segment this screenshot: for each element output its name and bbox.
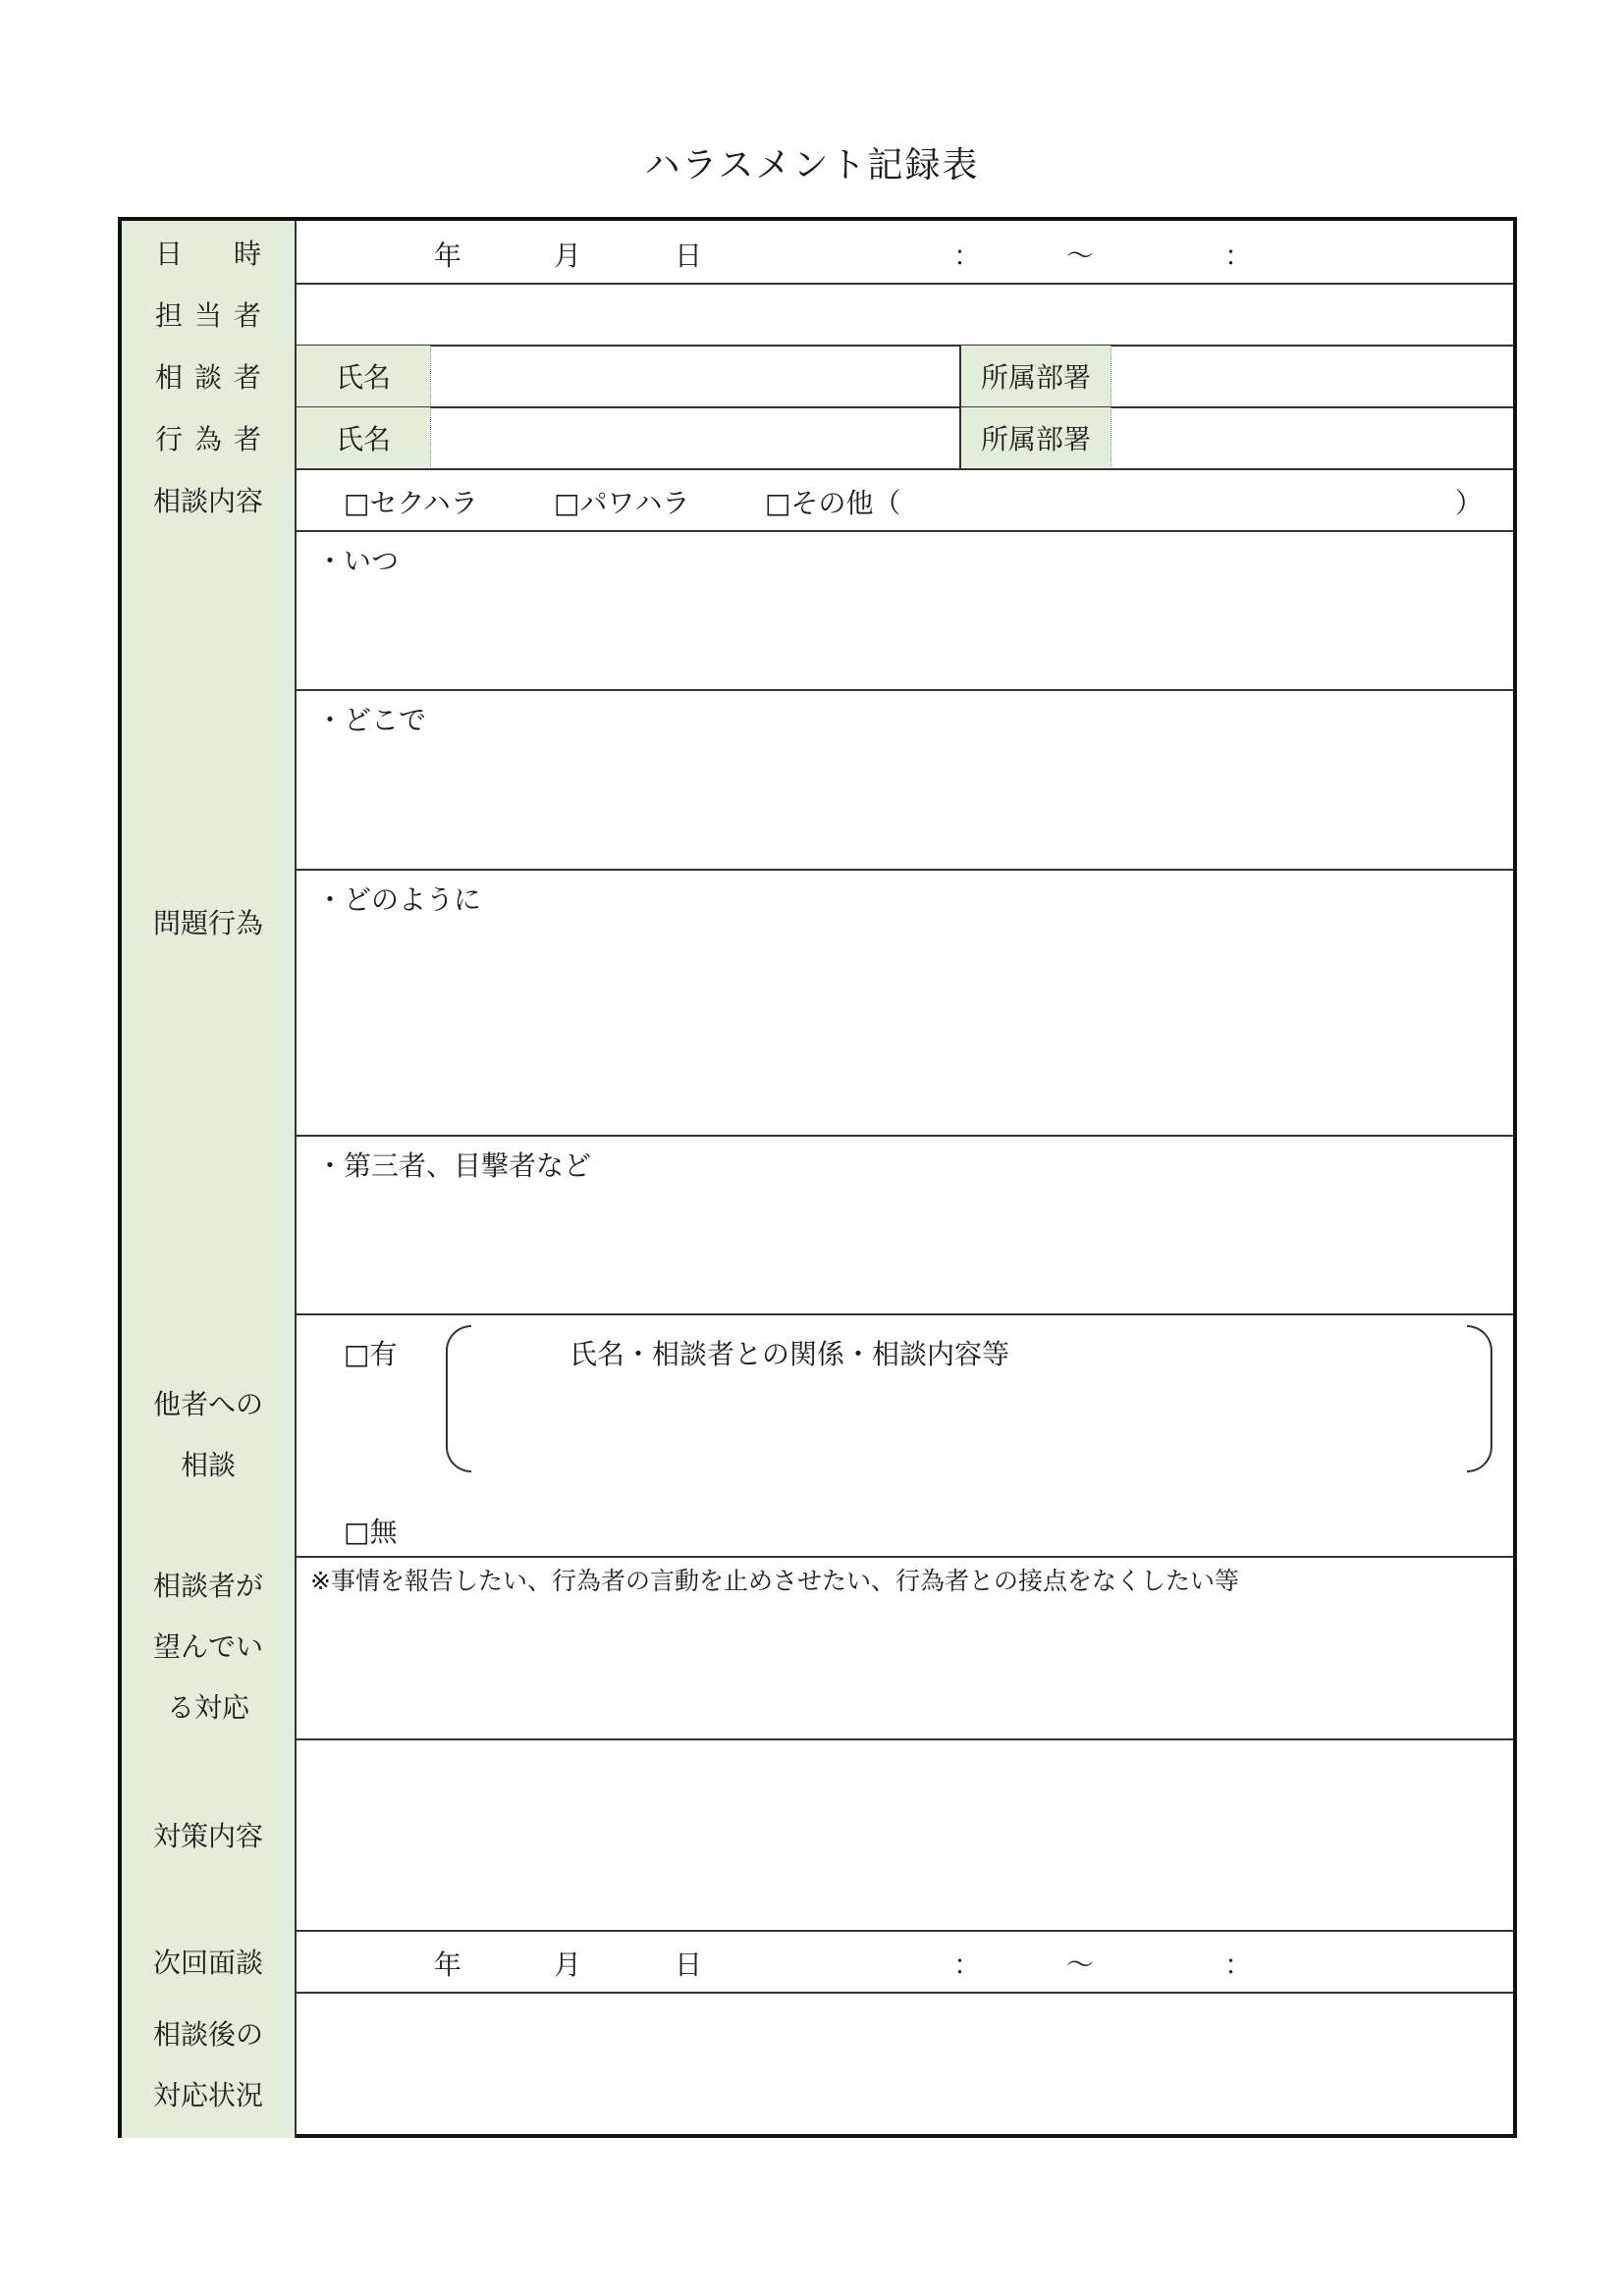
datetime-colon-start: ： xyxy=(953,240,982,272)
others-consult-label xyxy=(122,1313,297,1556)
divider xyxy=(122,1556,1513,1558)
divider xyxy=(122,283,1513,285)
next-meeting-month: 月 xyxy=(554,1949,582,1981)
others-consult-label-line1: 他者への xyxy=(152,1387,263,1420)
after-label-line2: 対応状況 xyxy=(152,2078,263,2111)
next-meeting-year: 年 xyxy=(434,1949,462,1981)
next-meeting-colon-start: ： xyxy=(953,1949,982,1981)
witness-field-label: ・第三者、目撃者など xyxy=(316,1149,592,1182)
power-harassment-checkbox[interactable]: □パワハラ xyxy=(554,487,690,519)
divider xyxy=(297,1135,1513,1137)
desired-label-line3: る対応 xyxy=(166,1691,249,1724)
divider xyxy=(122,530,1513,532)
desired-response-label xyxy=(122,1556,297,1738)
divider xyxy=(122,1738,1513,1740)
datetime-day: 日 xyxy=(675,240,703,272)
next-meeting-tilde: ～ xyxy=(1066,1949,1095,1981)
how-field-label: ・どのように xyxy=(316,883,482,916)
bracket-left xyxy=(446,1325,471,1472)
actor-dept-label: 所属部署 xyxy=(961,407,1110,467)
divider xyxy=(122,1992,1513,1994)
datetime-month: 月 xyxy=(554,240,582,272)
consult-content-label: 相談内容 xyxy=(122,468,297,530)
desired-label-line1: 相談者が xyxy=(152,1570,263,1602)
consultant-dept-label: 所属部署 xyxy=(961,346,1110,405)
datetime-label: 日 時 xyxy=(122,221,297,283)
datetime-year: 年 xyxy=(434,240,462,272)
divider xyxy=(1110,346,1111,405)
datetime-colon-end: ： xyxy=(1224,240,1253,272)
desired-hint: ※事情を報告したい、行為者の言動を止めさせたい、行為者との接点をなくしたい等 xyxy=(310,1567,1239,1595)
consultant-label: 相談者 xyxy=(122,345,297,406)
other-close-paren: ） xyxy=(1455,487,1484,519)
other-checkbox[interactable]: □その他（ xyxy=(765,487,901,519)
after-status-label xyxy=(122,1992,297,2138)
consultant-name-label: 氏名 xyxy=(297,346,430,405)
divider xyxy=(122,1313,1513,1315)
bracket-right xyxy=(1467,1325,1492,1472)
where-field-label: ・どこで xyxy=(316,704,427,736)
others-no-checkbox[interactable]: □無 xyxy=(344,1516,398,1548)
page-title: ハラスメント記録表 xyxy=(644,145,980,186)
problem-behavior-label: 問題行為 xyxy=(122,530,297,1313)
bracket-hint: 氏名・相談者との関係・相談内容等 xyxy=(569,1338,1010,1370)
others-yes-checkbox[interactable]: □有 xyxy=(344,1338,398,1370)
sexual-harassment-checkbox[interactable]: □セクハラ xyxy=(344,487,478,519)
divider xyxy=(122,468,1513,470)
next-meeting-label: 次回面談 xyxy=(122,1930,297,1992)
next-meeting-day: 日 xyxy=(675,1949,703,1981)
when-field-label: ・いつ xyxy=(316,545,400,577)
divider xyxy=(297,689,1513,691)
others-consult-label-line2: 相談 xyxy=(180,1448,236,1481)
harassment-record-form xyxy=(118,217,1517,2138)
datetime-tilde: ～ xyxy=(1066,240,1095,272)
desired-label-line2: 望んでい xyxy=(152,1630,263,1663)
measures-label: 対策内容 xyxy=(122,1738,297,1930)
divider xyxy=(297,869,1513,871)
divider xyxy=(122,1930,1513,1932)
after-label-line1: 相談後の xyxy=(152,2017,263,2051)
person-in-charge-label: 担当者 xyxy=(122,283,297,345)
next-meeting-colon-end: ： xyxy=(1224,1949,1253,1981)
divider xyxy=(1110,407,1111,467)
actor-label: 行為者 xyxy=(122,406,297,468)
divider xyxy=(430,346,431,405)
divider xyxy=(430,407,431,467)
actor-name-label: 氏名 xyxy=(297,407,430,467)
